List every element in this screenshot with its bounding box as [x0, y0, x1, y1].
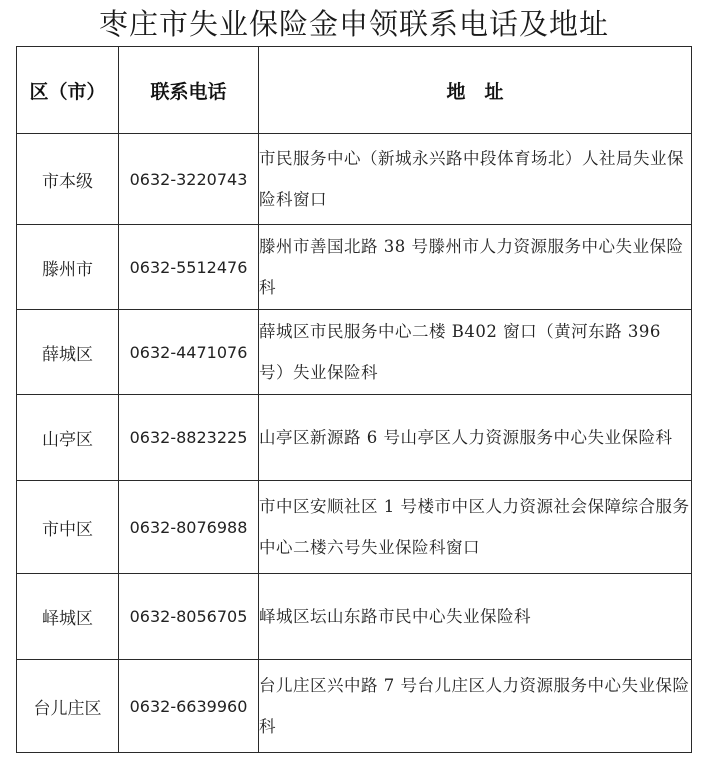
phone-cell: 0632-8056705	[119, 574, 259, 660]
district-cell: 台儿庄区	[17, 660, 119, 753]
district-cell: 滕州市	[17, 225, 119, 310]
address-cell: 山亭区新源路 6 号山亭区人力资源服务中心失业保险科	[259, 395, 692, 481]
address-cell: 薛城区市民服务中心二楼 B402 窗口（黄河东路 396 号）失业保险科	[259, 310, 692, 395]
table-row	[17, 225, 692, 310]
district-cell: 市中区	[17, 481, 119, 574]
phone-cell: 0632-8076988	[119, 481, 259, 574]
phone-cell: 0632-3220743	[119, 134, 259, 225]
contact-table	[16, 46, 692, 753]
phone-cell: 0632-4471076	[119, 310, 259, 395]
address-cell: 滕州市善国北路 38 号滕州市人力资源服务中心失业保险科	[259, 225, 692, 310]
district-cell: 峄城区	[17, 574, 119, 660]
table-row	[17, 574, 692, 660]
document-title: 枣庄市失业保险金申领联系电话及地址	[98, 7, 609, 41]
address-cell: 市民服务中心（新城永兴路中段体育场北）人社局失业保险科窗口	[259, 134, 692, 225]
header-phone: 联系电话	[119, 47, 259, 134]
table-row	[17, 310, 692, 395]
address-cell: 市中区安顺社区 1 号楼市中区人力资源社会保障综合服务中心二楼六号失业保险科窗口	[259, 481, 692, 574]
address-cell: 台儿庄区兴中路 7 号台儿庄区人力资源服务中心失业保险科	[259, 660, 692, 753]
address-cell: 峄城区坛山东路市民中心失业保险科	[259, 574, 692, 660]
header-address: 地 址	[259, 47, 692, 134]
phone-cell: 0632-8823225	[119, 395, 259, 481]
table-row	[17, 395, 692, 481]
table-row	[17, 660, 692, 753]
phone-cell: 0632-6639960	[119, 660, 259, 753]
header-district: 区（市）	[17, 47, 119, 134]
district-cell: 市本级	[17, 134, 119, 225]
district-cell: 山亭区	[17, 395, 119, 481]
table-header-row	[17, 47, 692, 134]
table-row	[17, 134, 692, 225]
phone-cell: 0632-5512476	[119, 225, 259, 310]
district-cell: 薛城区	[17, 310, 119, 395]
table-row	[17, 481, 692, 574]
